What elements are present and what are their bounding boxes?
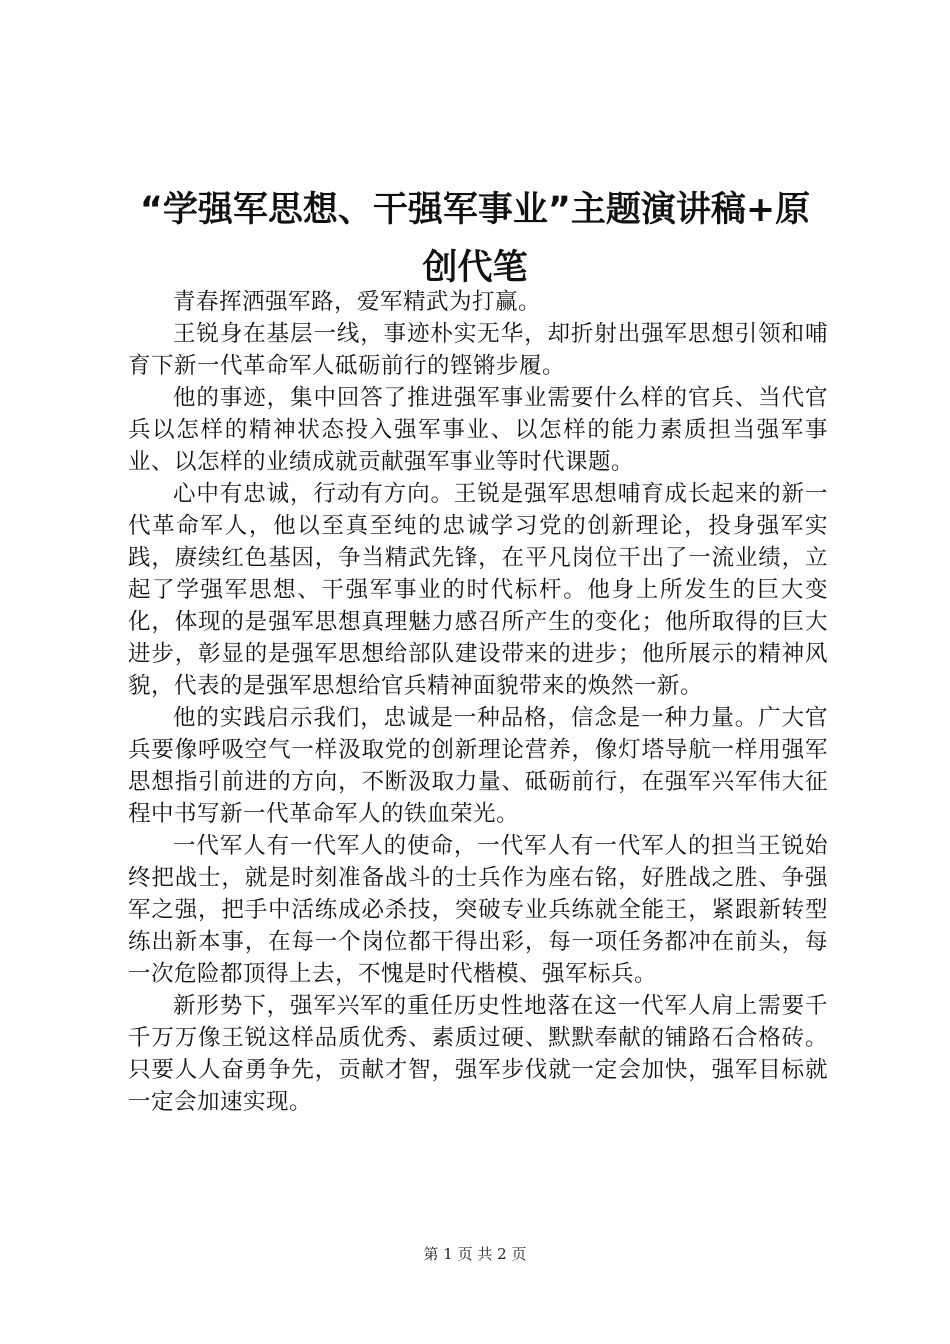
paragraph: 青春挥洒强军路，爱军精武为打赢。 [173, 289, 542, 315]
paragraph: 心中有忠诚，行动有方向。王锐是强军思想哺育成长起来的新一代革命军人，他以至真至纯的忠诚学习党的创新理论，投身强军实践，赓续红色基因，争当精武先锋，在平凡岗位干出了一流业绩，立起了学强军思想、干强军事业的时代标杆。他身上所发生的巨大变化，体现的是强军思想真理魅力感召所产生的变化；他所取得的巨大进步，彰显的是强军思想给部队建设带来的进步；他所展示的精神风貌，代表的是强军思想给官兵精神面貌带来的焕然一新。 [128, 481, 828, 699]
paragraph: 新形势下，强军兴军的重任历史性地落在这一代军人肩上需要千千万万像王锐这样品质优秀、素质过硬、默默奉献的铺路石合格砖。只要人人奋勇争先，贡献才智，强军步伐就一定会加快，强军目标就一定会加速实现。 [128, 993, 828, 1115]
document-body [128, 286, 828, 1118]
paragraph: 他的事迹，集中回答了推进强军事业需要什么样的官兵、当代官兵以怎样的精神状态投入强军事业、以怎样的能力素质担当强军事业、以怎样的业绩成就贡献强军事业等时代课题。 [128, 385, 828, 475]
paragraph: 一代军人有一代军人的使命，一代军人有一代军人的担当王锐始终把战士，就是时刻准备战斗的士兵作为座右铭，好胜战之胜、争强军之强，把手中活练成必杀技，突破专业兵练就全能王，紧跟新转型练出新本事，在每一个岗位都干得出彩，每一项任务都冲在前头，每一次危险都顶得上去，不愧是时代楷模、强军标兵。 [128, 833, 828, 987]
paragraph: 王锐身在基层一线，事迹朴实无华，却折射出强军思想引领和哺育下新一代革命军人砥砺前行的铿锵步履。 [128, 321, 828, 379]
document-title-line-2: 创代笔 [422, 248, 528, 288]
document-title-line-1: “学强军思想、干强军事业”主题演讲稿+原 [139, 190, 811, 230]
page-footer: 第 1 页 共 2 页 [423, 1245, 527, 1263]
paragraph: 他的实践启示我们，忠诚是一种品格，信念是一种力量。广大官兵要像呼吸空气一样汲取党的创新理论营养，像灯塔导航一样用强军思想指引前进的方向，不断汲取力量、砥砺前行，在强军兴军伟大征程中书写新一代革命军人的铁血荣光。 [128, 705, 828, 827]
